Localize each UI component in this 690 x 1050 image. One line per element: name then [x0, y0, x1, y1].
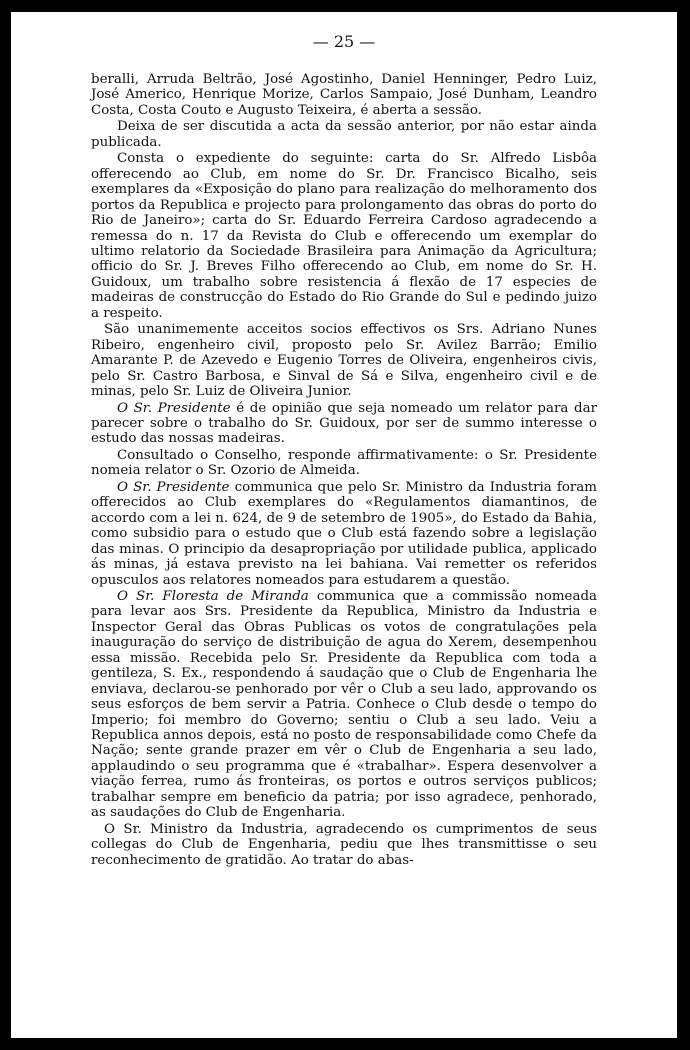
paragraph: [91, 401, 597, 447]
body-text: [91, 72, 597, 869]
paragraph: [91, 589, 597, 821]
italic-speaker: O Sr. Floresta de Miranda: [117, 588, 309, 604]
text-run: Consta o expediente do seguinte: carta do Sr. Alfredo Lisbôa offerecendo ao Club, em nome do Sr. Dr. Francisco Bicalho, seis exemplares da «Exposição do plano para realização do melhoramento dos portos da Republica e projecto para prolongamento das obras do porto do Rio de Janeiro»; carta do Sr. Eduardo Ferreira Cardoso agradecendo a remessa do n. 17 da Revista do Club e offerecendo um exemplar do ultimo relatorio da Sociedade Brasileira para Animação da Agricultura; officio do Sr. J. Breves Filho offerecendo ao Club, em nome do Sr. H. Guidoux, um trabalho sobre resistencia á flexão de 17 especies de madeiras de construcção do Estado do Rio Grande do Sul e pedindo juizo a respeito.: [91, 151, 597, 321]
paragraph: [91, 119, 597, 150]
text-run: beralli, Arruda Beltrão, José Agostinho, Daniel Henninger, Pedro Luiz, José Americo, Henrique Morize, Carlos Sampaio, José Dunham, Leandro Costa, Costa Couto e Augusto Teixeira, é aberta a sessão.: [91, 72, 597, 118]
paragraph: [91, 72, 597, 118]
paragraph: [91, 151, 597, 321]
text-run: O Sr. Ministro da Industria, agradecendo os cumprimentos de seus collegas do Club de Engenharia, pediu que lhes transmittisse o seu reconhecimento de gratidão. Ao tratar do abas-: [91, 821, 597, 868]
document-page: [11, 12, 677, 1038]
text-run: é de opinião que seja nomeado um relator para dar parecer sobre o trabalho do Sr. Guidoux, por ser de summo interesse o estudo das nossas madeiras.: [91, 400, 597, 447]
text-run: Consultado o Conselho, responde affirmativamente: o Sr. Presidente nomeia relator o Sr. Ozorio de Almeida.: [91, 447, 597, 479]
paragraph: [91, 448, 597, 479]
italic-speaker: O Sr. Presidente: [117, 400, 231, 416]
paragraph: [91, 822, 597, 868]
italic-speaker: O Sr. Presidente: [117, 479, 230, 495]
text-run: São unanimemente acceitos socios effectivos os Srs. Adriano Nunes Ribeiro, engenheiro civil, proposto pelo Sr. Avilez Barrão; Emilio Amarante P. de Azevedo e Eugenio Torres de Oliveira, engenheiros civis, pelo Sr. Castro Barbosa, e Sinval de Sá e Silva, engenheiro civil e de minas, pelo Sr. Luiz de Oliveira Junior.: [91, 322, 597, 400]
text-run: communica que a commissão nomeada para levar aos Srs. Presidente da Republica, Ministro da Industria e Inspector Geral das Obras Publicas os votos de congratulações pela inauguração do serviço de distribuição de agua do Xerem, desempenhou essa missão. Recebida pelo Sr. Presidente da Republica com toda a gentileza, S. Ex., respondendo á saudação que o Club de Engenharia lhe enviava, declarou-se penhorado por vêr o Club a seu lado, approvando os seus esforços de bem servir a Patria. Conhece o Club desde o tempo do Imperio; foi membro do Governo; sentiu o Club a seu lado. Veiu a Republica annos depois, está no posto de responsabilidade como Chefe da Nação; sente grande prazer em vêr o Club de Engenharia a seu lado, applaudindo o seu programma que é «trabalhar». Espera desenvolver a viação ferrea, rumo ás fronteiras, os portos e outros serviços publicos; trabalhar sempre em beneficio da patria; por isso agradece, penhorado, as saudações do Club de Engenharia.: [91, 588, 597, 821]
text-run: Deixa de ser discutida a acta da sessão anterior, por não estar ainda publicada.: [91, 119, 597, 150]
paragraph: [91, 322, 597, 399]
text-run: communica que pelo Sr. Ministro da Industria foram offerecidos ao Club exemplares do «Regulamentos diamantinos, de accordo com a lei n. 624, de 9 de setembro de 1905», do Estado da Bahia, como subsidio para o estudo que o Club está fazendo sobre a legislação das minas. O principio da desapropriação por utilidade publica, applicado ás minas, já estava previsto na lei bahiana. Vai remetter os referidos opusculos aos relatores nomeados para estudarem a questão.: [91, 479, 597, 588]
paragraph: [91, 480, 597, 588]
page-number: — 25 —: [312, 32, 376, 51]
